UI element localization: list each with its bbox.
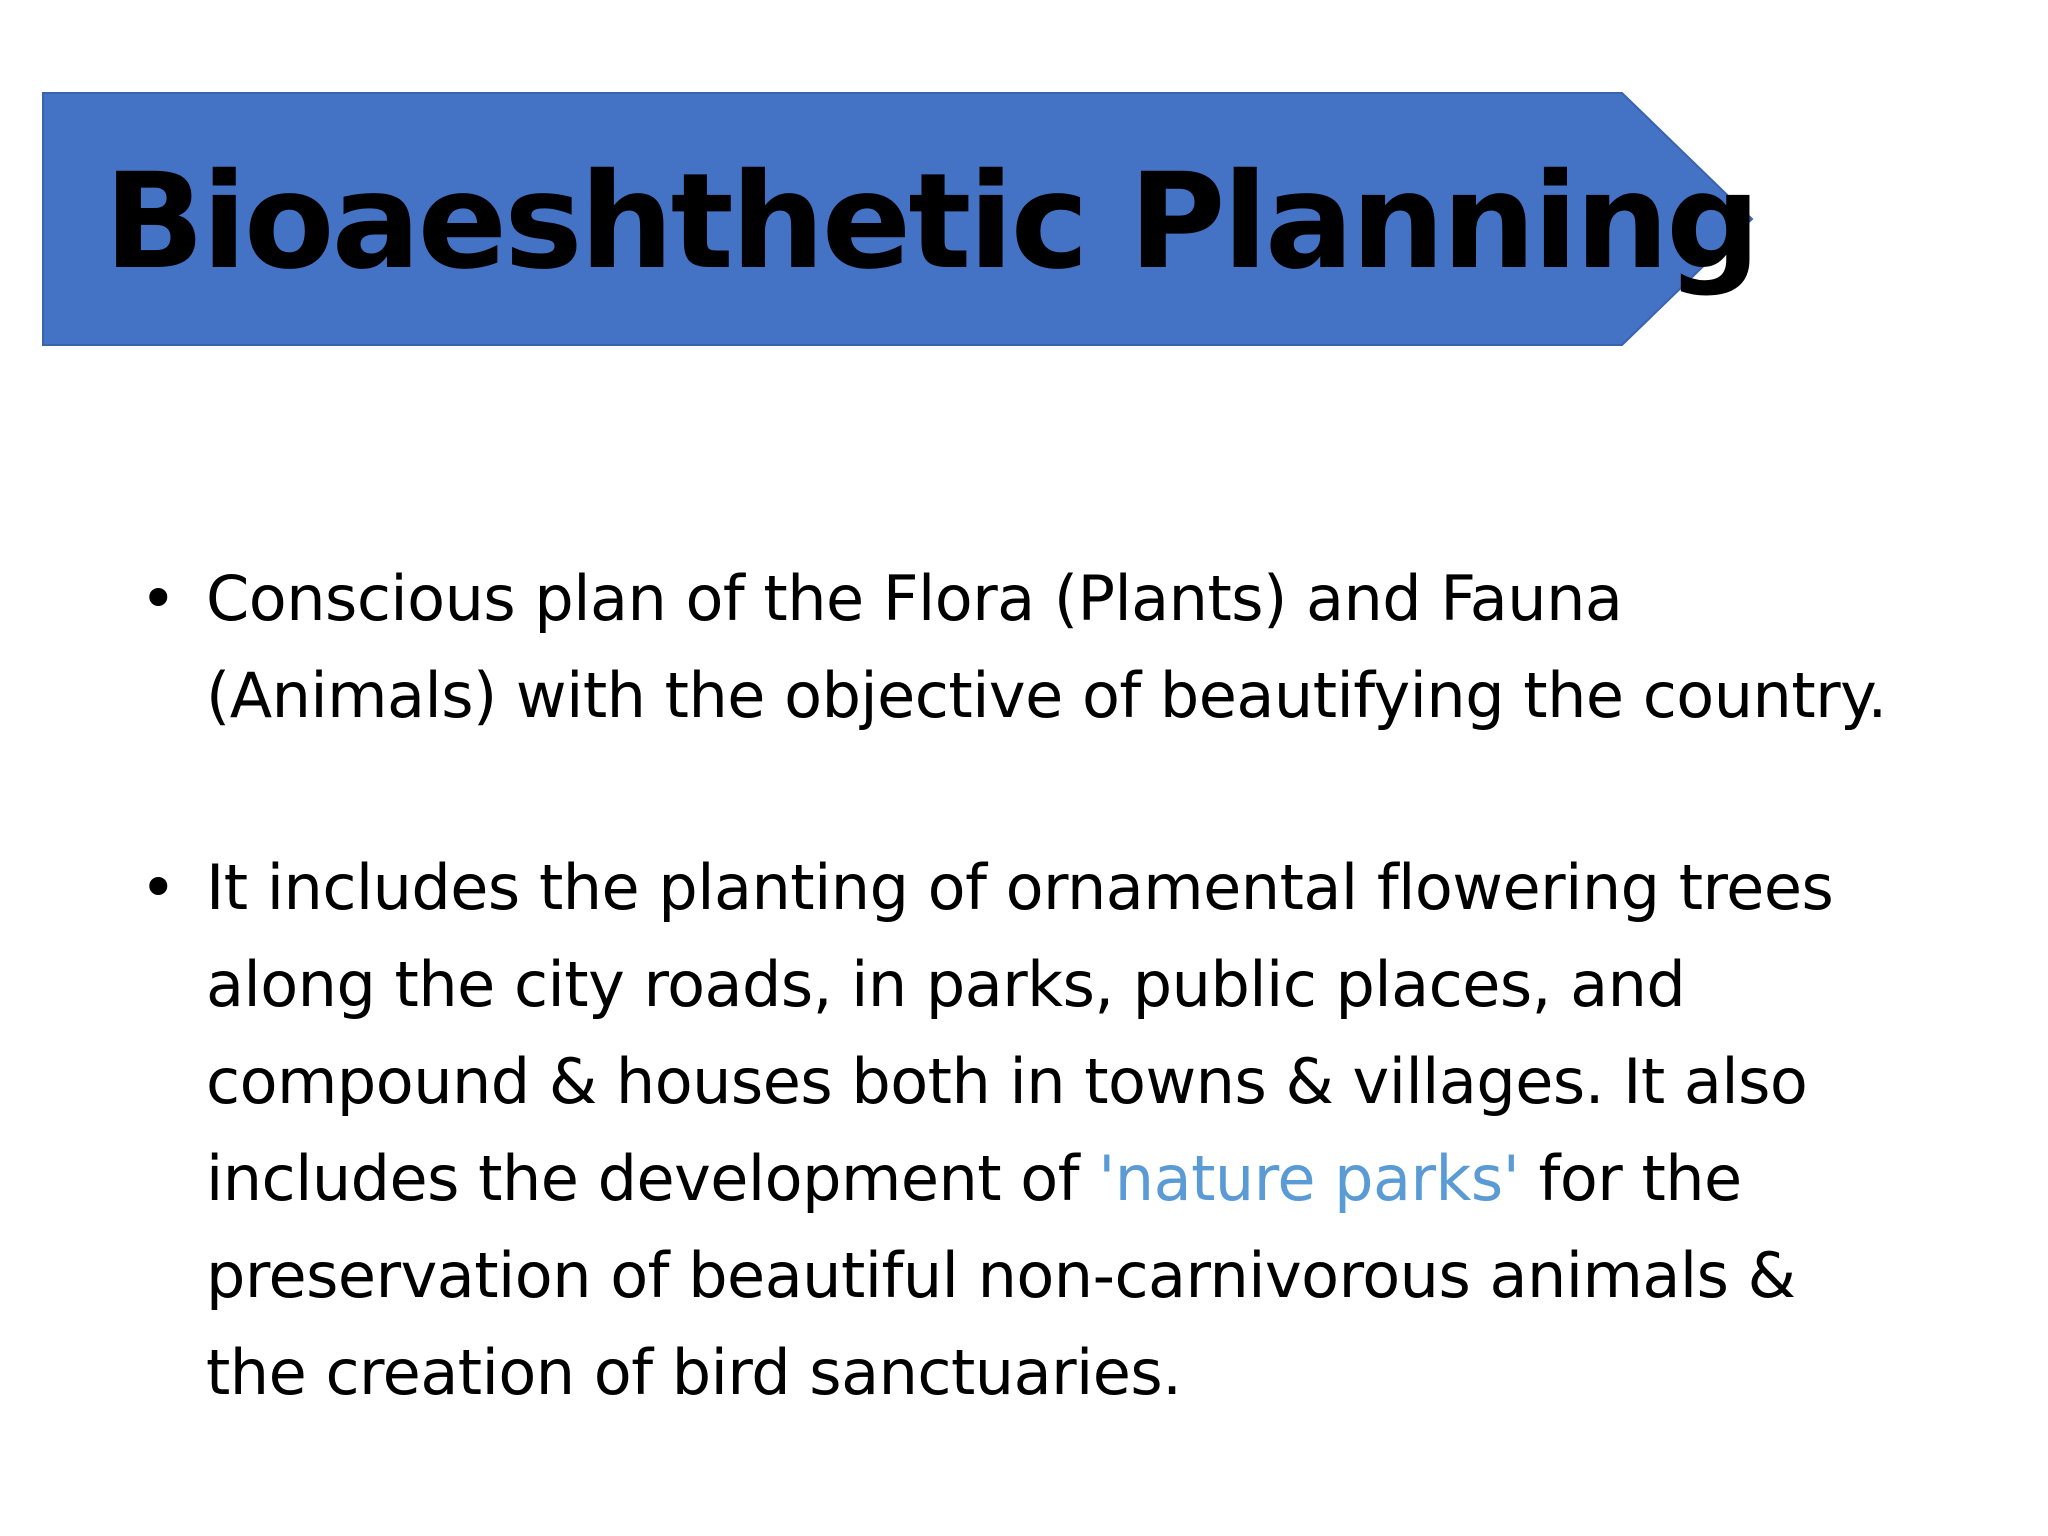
bullet-2-line-1: It includes the planting of ornamental flowering trees: [206, 851, 1834, 924]
bullet-item-1: [140, 550, 2020, 744]
bullet-1-line-1: Conscious plan of the Flora (Plants) and Fauna: [206, 562, 1623, 635]
bullet-marker: •: [140, 562, 177, 635]
bullet-1-line-2: (Animals) with the objective of beautifying the country.: [206, 659, 1887, 732]
title-banner: [42, 92, 1758, 346]
bullet-marker: •: [140, 851, 177, 924]
bullet-2-line-4-pre: includes the development of: [206, 1142, 1099, 1215]
bullet-2-line-4: [206, 1130, 2020, 1227]
slide-title: Bioaeshthetic Planning: [104, 145, 1758, 299]
bullet-list: [140, 550, 2020, 1421]
nature-parks-highlight: 'nature parks': [1098, 1142, 1520, 1215]
bullet-2-line-2: along the city roads, in parks, public places, and: [206, 948, 1686, 1021]
bullet-2-line-5: preservation of beautiful non-carnivorous animals &: [206, 1239, 1796, 1312]
bullet-2-line-4-post: for the: [1519, 1142, 1742, 1215]
bullet-item-2: [140, 839, 2020, 1421]
bullet-2-line-6: the creation of bird sanctuaries.: [206, 1336, 1182, 1409]
bullet-2-line-3: compound & houses both in towns & villages. It also: [206, 1045, 1808, 1118]
